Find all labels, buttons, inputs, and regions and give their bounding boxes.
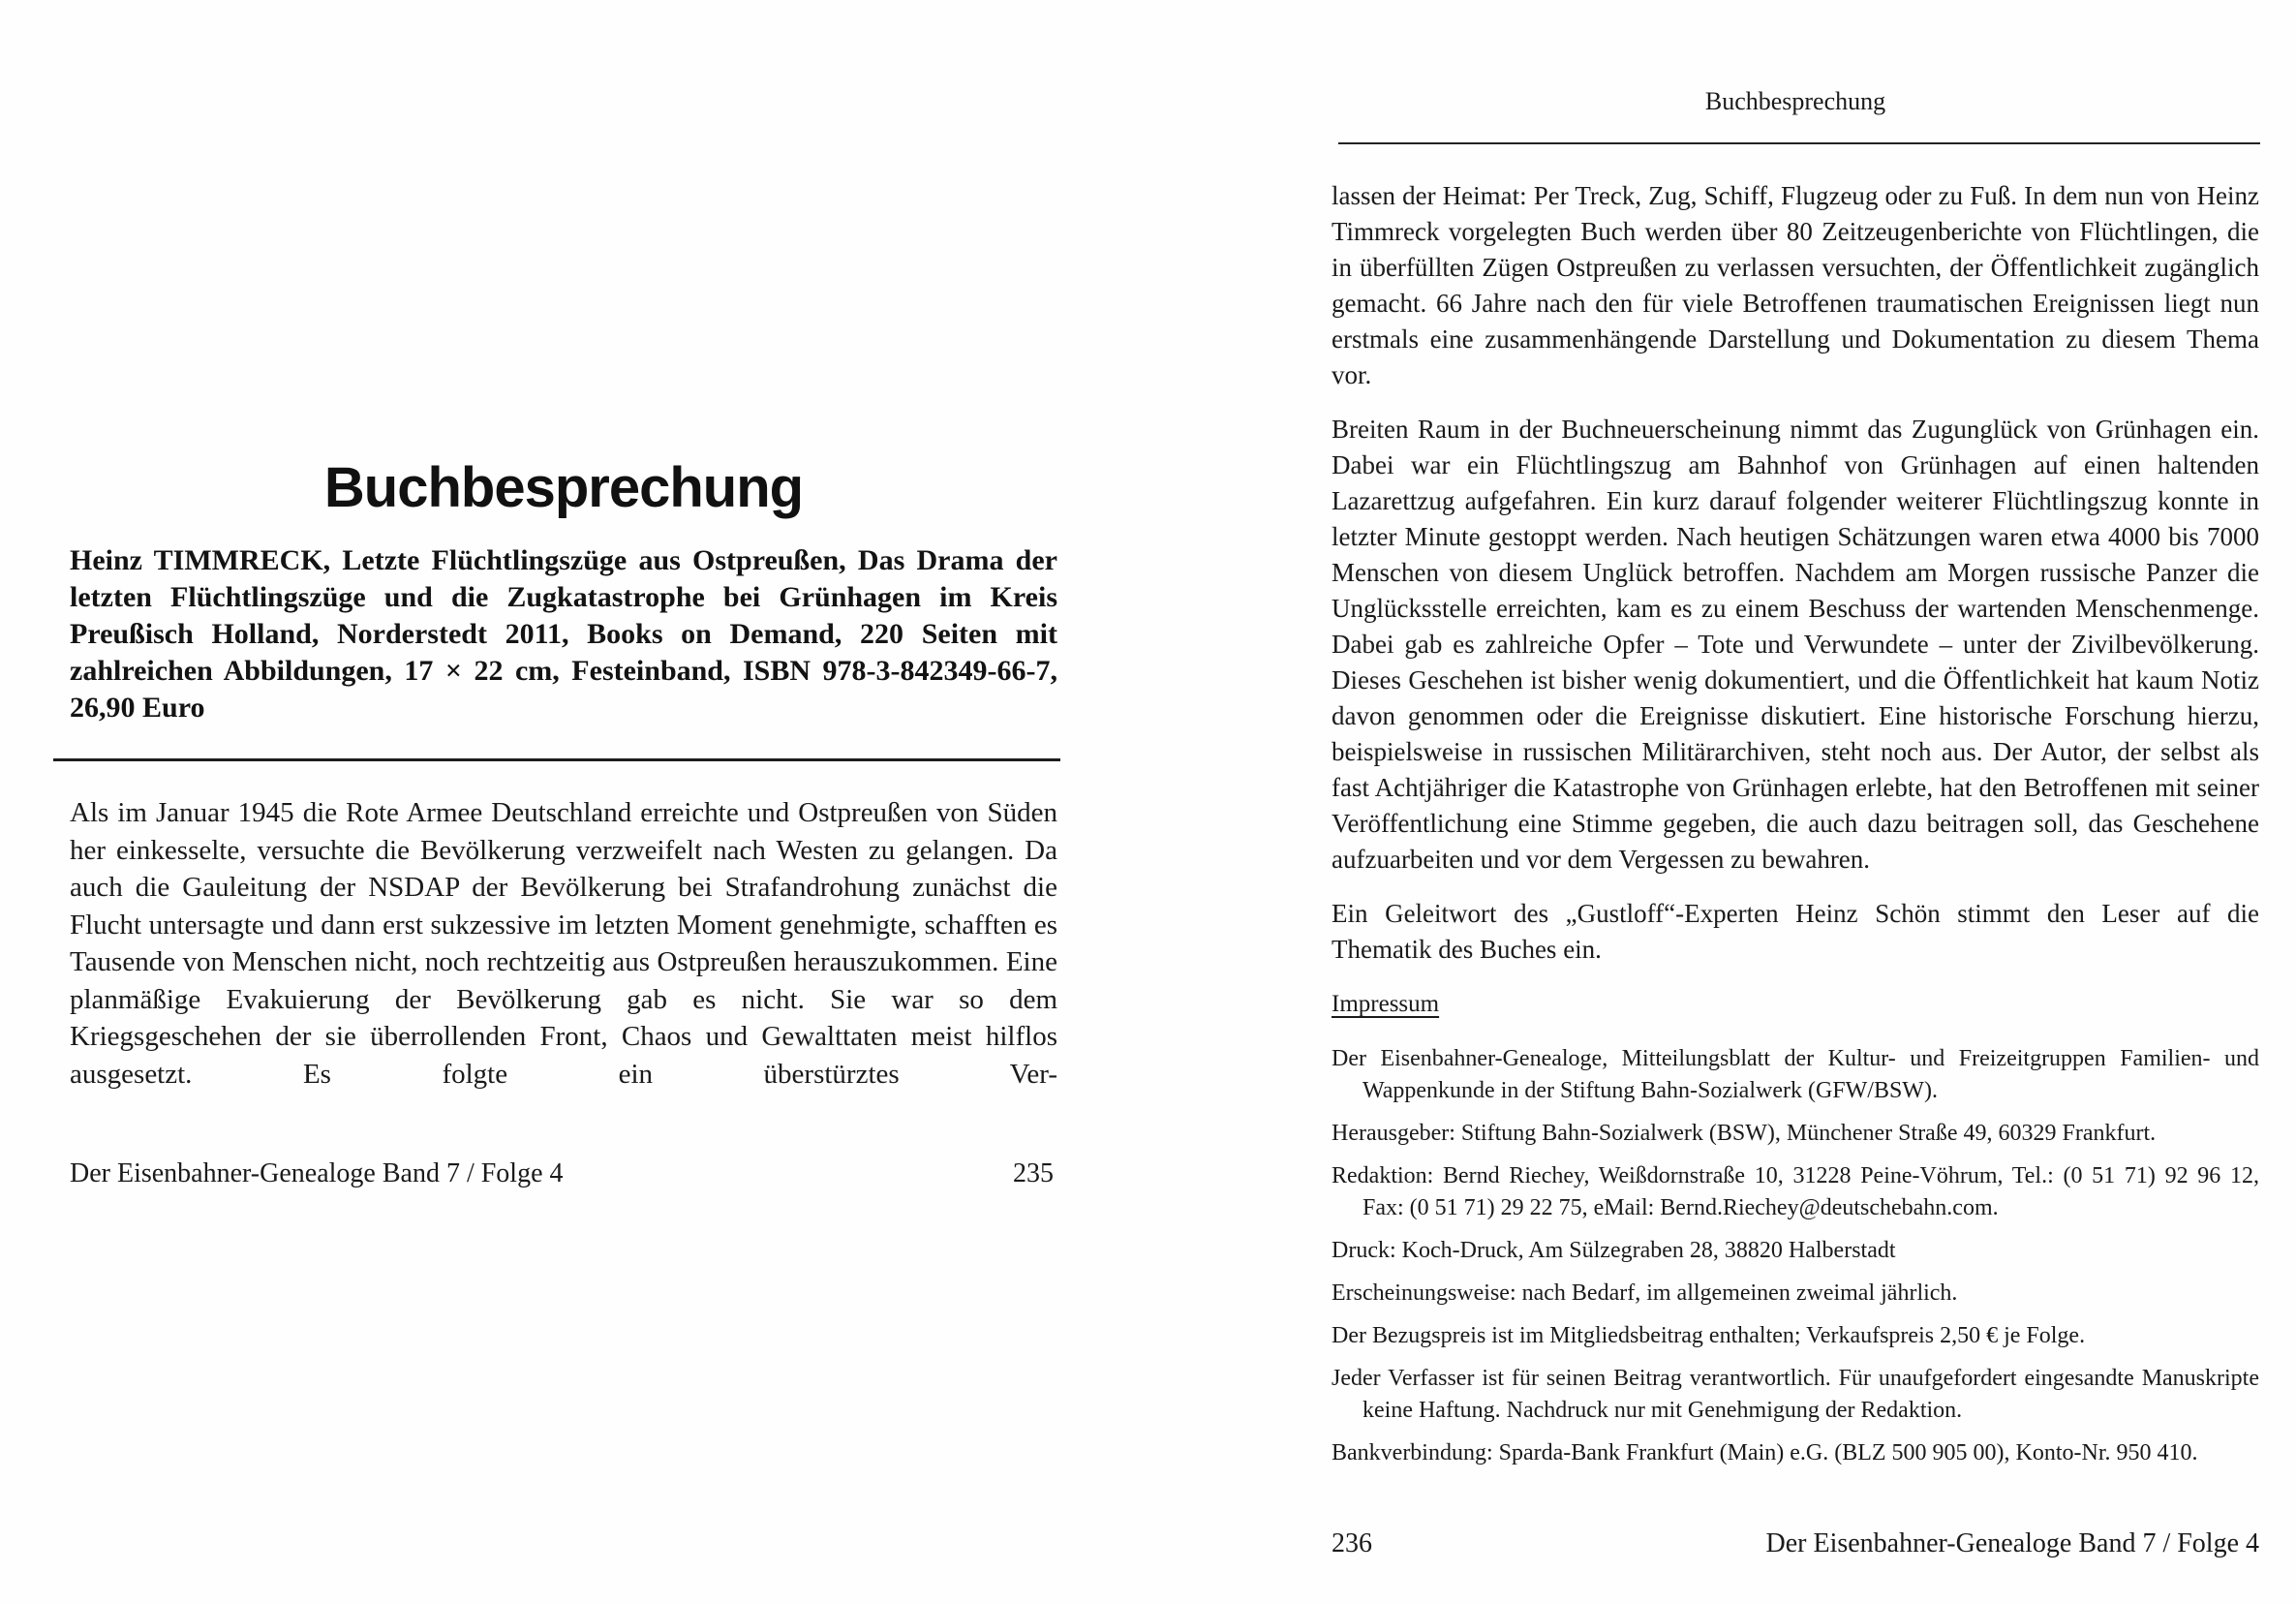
- right-page-content: [1332, 178, 2259, 1480]
- impressum-heading: Impressum: [1332, 991, 1440, 1017]
- running-header: Buchbesprechung: [1704, 87, 1886, 115]
- page-number: 235: [1013, 1158, 1054, 1188]
- journal-footer-text: Der Eisenbahner-Genealoge Band 7 / Folge 4: [1765, 1528, 2259, 1558]
- page-title: Buchbesprechung: [323, 456, 804, 519]
- impressum-item: Redaktion: Bernd Riechey, Weißdornstraße 10, 31228 Peine-Vöhrum, Tel.: (0 51 71) 92 96 12, Fax: (0 51 71) 29 22 75, eMail: Bernd.Riechey@deutschebahn.com.: [1332, 1163, 2259, 1220]
- impressum-item: Erscheinungsweise: nach Bedarf, im allgemeinen zweimal jährlich.: [1332, 1280, 1958, 1306]
- review-body-paragraph: Als im Januar 1945 die Rote Armee Deutschland erreichte und Ostpreußen von Süden her einkesselte, versuchte die Bevölkerung verzweifelt nach Westen zu gelangen. Da auch die Gauleitung der NSDAP der Bevölkerung bei Strafandrohung zunächst die Flucht untersagte und dann erst sukzessive im letzten Moment genehmigte, schafften es Tausende von Menschen nicht, noch rechtzeitig aus Ostpreußen herauszukommen. Eine planmäßige Evakuierung der Bevölkerung gab es nicht. Sie war so dem Kriegsgeschehen der sie überrollenden Front, Chaos und Gewalttaten meist hilflos ausgesetzt. Es folgte ein überstürztes Ver-: [70, 797, 1057, 1090]
- left-page-footer: [70, 1158, 1054, 1189]
- impressum-item: Der Eisenbahner-Genealoge, Mitteilungsblatt der Kultur- und Freizeitgruppen Familien- und Wappenkunde in der Stiftung Bahn-Sozialwerk (GFW/BSW).: [1332, 1046, 2259, 1103]
- impressum-item: Herausgeber: Stiftung Bahn-Sozialwerk (BSW), Münchener Straße 49, 60329 Frankfurt.: [1332, 1121, 2157, 1146]
- review-paragraph: lassen der Heimat: Per Treck, Zug, Schiff, Flugzeug oder zu Fuß. In dem nun von Heinz Timmreck vorgelegten Buch werden über 80 Zeitzeugenberichte von Flüchtlingen, die in überfüllten Zügen Ostpreußen zu verlassen versuchten, der Öffentlichkeit zugänglich gemacht. 66 Jahre nach den für viele Betroffenen traumatischen Ereignissen liegt nun erstmals eine zusammenhängende Darstellung und Dokumentation zu diesem Thema vor.: [1332, 181, 2259, 389]
- bibliography-paragraph: Heinz TIMMRECK, Letzte Flüchtlingszüge aus Ostpreußen, Das Drama der letzten Flüchtlingszüge und die Zugkatastrophe bei Grünhagen im Kreis Preußisch Holland, Norderstedt 2011, Books on Demand, 220 Seiten mit zahlreichen Abbildungen, 17 × 22 cm, Festeinband, ISBN 978-3-842349-66-7, 26,90 Euro: [70, 544, 1057, 724]
- impressum-item: Der Bezugspreis ist im Mitgliedsbeitrag enthalten; Verkaufspreis 2,50 € je Folge.: [1332, 1323, 2086, 1348]
- header-divider: [1338, 142, 2260, 144]
- title-divider: [53, 758, 1060, 761]
- impressum-item: Bankverbindung: Sparda-Bank Frankfurt (Main) e.G. (BLZ 500 905 00), Konto-Nr. 950 410.: [1332, 1440, 2198, 1465]
- impressum-item: Jeder Verfasser ist für seinen Beitrag verantwortlich. Für unaufgefordert eingesandte Manuskripte keine Haftung. Nachdruck nur mit Genehmigung der Redaktion.: [1332, 1366, 2259, 1423]
- review-paragraph: Breiten Raum in der Buchneuerscheinung nimmt das Zugunglück von Grünhagen ein. Dabei war ein Flüchtlingszug am Bahnhof von Grünhagen auf einen haltenden Lazarettzug aufgefahren. Ein kurz darauf folgender weiterer Flüchtlingszug konnte in letzter Minute gestoppt werden. Nach heutigen Schätzungen waren etwa 4000 bis 7000 Menschen von diesem Unglück betroffen. Nachdem am Morgen russische Panzer die Unglücksstelle erreichten, kam es zu einem Beschuss der wartenden Menschenmenge. Dabei gab es zahlreiche Opfer – Tote und Verwundete – unter der Zivilbevölkerung. Dieses Geschehen ist bisher wenig dokumentiert, und die Öffentlichkeit hat kaum Notiz davon genommen oder die Ereignisse diskutiert. Eine historische Forschung hierzu, beispielsweise in russischen Militärarchiven, steht noch aus. Der Autor, der selbst als fast Achtjähriger die Katastrophe von Grünhagen erlebte, hat den Betroffenen mit seiner Veröffentlichung eine Stimme gegeben, die auch dazu beitragen soll, das Geschehene aufzuarbeiten und vor dem Vergessen zu bewahren.: [1332, 415, 2259, 874]
- impressum-item: Druck: Koch-Druck, Am Sülzegraben 28, 38820 Halberstadt: [1332, 1238, 1896, 1263]
- right-page-footer: [1332, 1528, 2259, 1559]
- journal-footer-text: Der Eisenbahner-Genealoge Band 7 / Folge 4: [70, 1158, 564, 1188]
- page-number: 236: [1332, 1528, 1372, 1558]
- review-paragraph: Ein Geleitwort des „Gustloff“-Experten Heinz Schön stimmt den Leser auf die Thematik des Buches ein.: [1332, 899, 2259, 964]
